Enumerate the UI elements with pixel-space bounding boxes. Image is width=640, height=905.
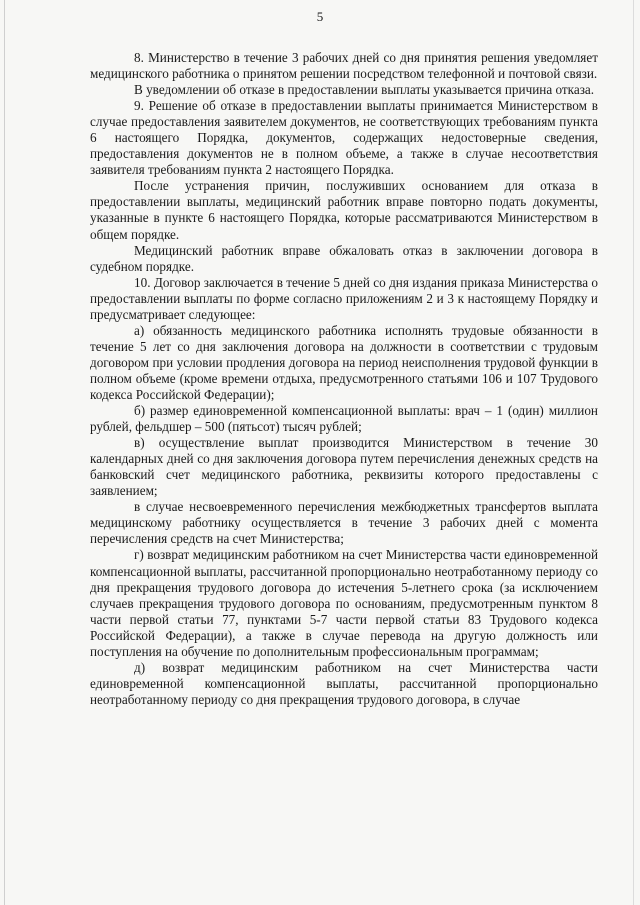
item-v-continuation: в случае несвоевременного перечисления межбюджетных трансфертов выплата медицинскому работнику осуществляется в течение 3 рабочих дней с момента перечисления средств на счет Министерства; (90, 499, 598, 547)
scan-edge-right (633, 0, 634, 905)
item-a: а) обязанность медицинского работника исполнять трудовые обязанности в течение 5 лет со дня заключения договора на должности в соответствии с трудовым договором при условии продления договора на период неисполнения трудовой функции в полном объеме (кроме времени отдыха, предусмотренного статьями 106 и 107 Трудового кодекса Российской Федерации); (90, 322, 598, 402)
item-v: в) осуществление выплат производится Министерством в течение 30 календарных дней со дня заключения договора путем перечисления денежных средств на банковский счет медицинского работника, реквизиты которого предоставлены с заявлением; (90, 435, 598, 499)
item-d: д) возврат медицинским работником на счет Министерства части единовременной компенсационной выплаты, рассчитанной пропорционально неотработанному периоду со дня прекращения трудового договора, в случае (90, 659, 598, 707)
paragraph-9: 9. Решение об отказе в предоставлении выплаты принимается Министерством в случае предоставления заявителем документов, не соответствующих требованиям пункта 6 настоящего Порядка, документов, содержащих недостоверные сведения, предоставления документов не в полном объеме, а также в случае несоответствия заявителя требованиям пункта 2 настоящего Порядка. (90, 98, 598, 178)
scan-edge-left (4, 0, 5, 905)
paragraph-refusal-reason: В уведомлении об отказе в предоставлении выплаты указывается причина отказа. (134, 82, 595, 98)
item-b: б) размер единовременной компенсационной выплаты: врач – 1 (один) миллион рублей, фельдшер – 500 (пятьсот) тысяч рублей; (90, 403, 598, 435)
page-number: 5 (316, 9, 324, 24)
item-g: г) возврат медицинским работником на счет Министерства части единовременной компенсационной выплаты, рассчитанной пропорционально неотработанному периоду со дня прекращения трудового договора до истечения 5-летнего срока (за исключением случаев прекращения трудового договора по основаниям, предусмотренным пунктом 8 части первой статьи 77, пунктами 5-7 части первой статьи 83 Трудового кодекса Российской Федерации), а также в случае перевода на другую должность или поступления на обучение по дополнительным профессиональным программам; (90, 547, 598, 659)
paragraph-resubmission: После устранения причин, послуживших основанием для отказа в предоставлении выплаты, медицинский работник вправе повторно подать документы, указанные в пункте 6 настоящего Порядка, которые рассматриваются Министерством в общем порядке. (90, 178, 598, 242)
paragraph-10: 10. Договор заключается в течение 5 дней со дня издания приказа Министерства о предоставлении выплаты по форме согласно приложениям 2 и 3 к настоящему Порядку и предусматривает следующее: (90, 274, 598, 322)
document-body (90, 50, 598, 708)
paragraph-appeal: Медицинский работник вправе обжаловать отказ в заключении договора в судебном порядке. (90, 242, 598, 274)
paragraph-8: 8. Министерство в течение 3 рабочих дней со дня принятия решения уведомляет медицинского работника о принятом решении посредством телефонной и почтовой связи. (90, 50, 598, 82)
